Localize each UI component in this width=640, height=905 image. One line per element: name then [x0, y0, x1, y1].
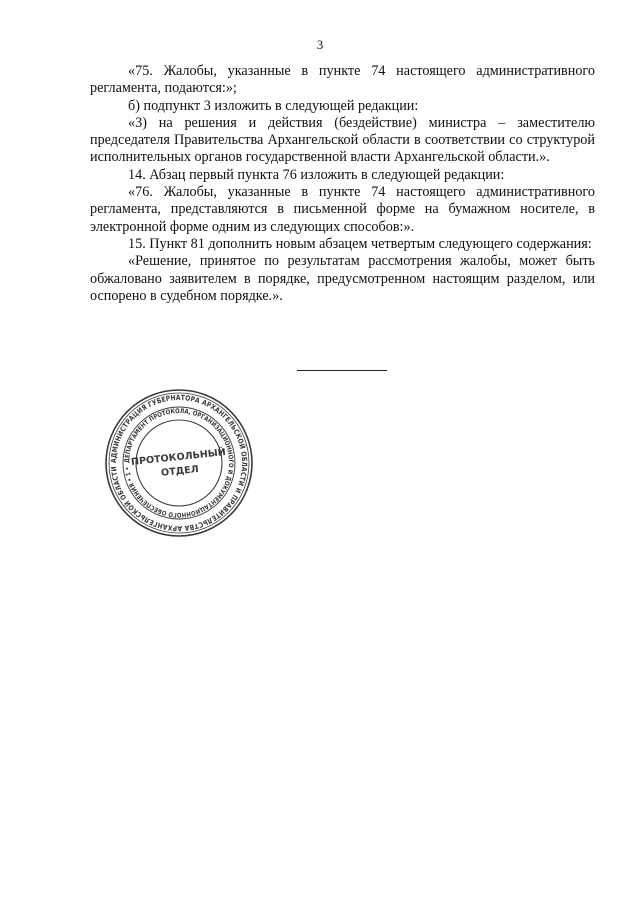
seal-center-line-1: ПРОТОКОЛЬНЫЙ — [130, 447, 227, 468]
paragraph-subpoint-b: б) подпункт 3 изложить в следующей редакции: — [128, 97, 419, 114]
seal-outer-textpath: АДМИНИСТРАЦИЯ ГУБЕРНАТОРА АРХАНГЕЛЬСКОЙ ОБЛАСТИ И ПРАВИТЕЛЬСТВА АРХАНГЕЛЬСКОЙ ОБЛАСТИ — [108, 392, 250, 534]
document-body — [90, 63, 595, 305]
paragraph-item-15: 15. Пункт 81 дополнить новым абзацем четвертым следующего содержания: — [128, 235, 592, 252]
paragraph-76-quote: «76. Жалобы, указанные в пункте 74 настоящего административного регламента, представляются в письменной форме на бумажном носителе, в электронной форме одним из следующих способов:». — [90, 184, 595, 235]
paragraph-subpoint-3-quote: «3) на решения и действия (бездействие) министра – заместителю председателя Правительства Архангельской области в соответствии со структурой исполнительных органов государственной власти Архангельской области.». — [90, 114, 595, 166]
official-seal-stamp — [104, 388, 254, 538]
seal-center-line-2: ОТДЕЛ — [160, 464, 200, 479]
page-number: 3 — [316, 37, 324, 52]
paragraph-item-14: 14. Абзац первый пункта 76 изложить в следующей редакции: — [128, 166, 505, 183]
seal-inner-textpath: ДЕПАРТАМЕНТ ПРОТОКОЛА, ОРГАНИЗАЦИОННОГО И ДОКУМЕНТАЦИОННОГО ОБЕСПЕЧЕНИЯ • 1 • — [122, 406, 236, 520]
paragraph-decision-quote: «Решение, принятое по результатам рассмотрения жалобы, может быть обжаловано заявителем в порядке, предусмотренном настоящим разделом, или оспорено в судебном порядке.». — [90, 253, 595, 304]
paragraph-75-quote: «75. Жалобы, указанные в пункте 74 настоящего административного регламента, подаются:»; — [90, 63, 595, 97]
separator-line — [297, 370, 387, 371]
